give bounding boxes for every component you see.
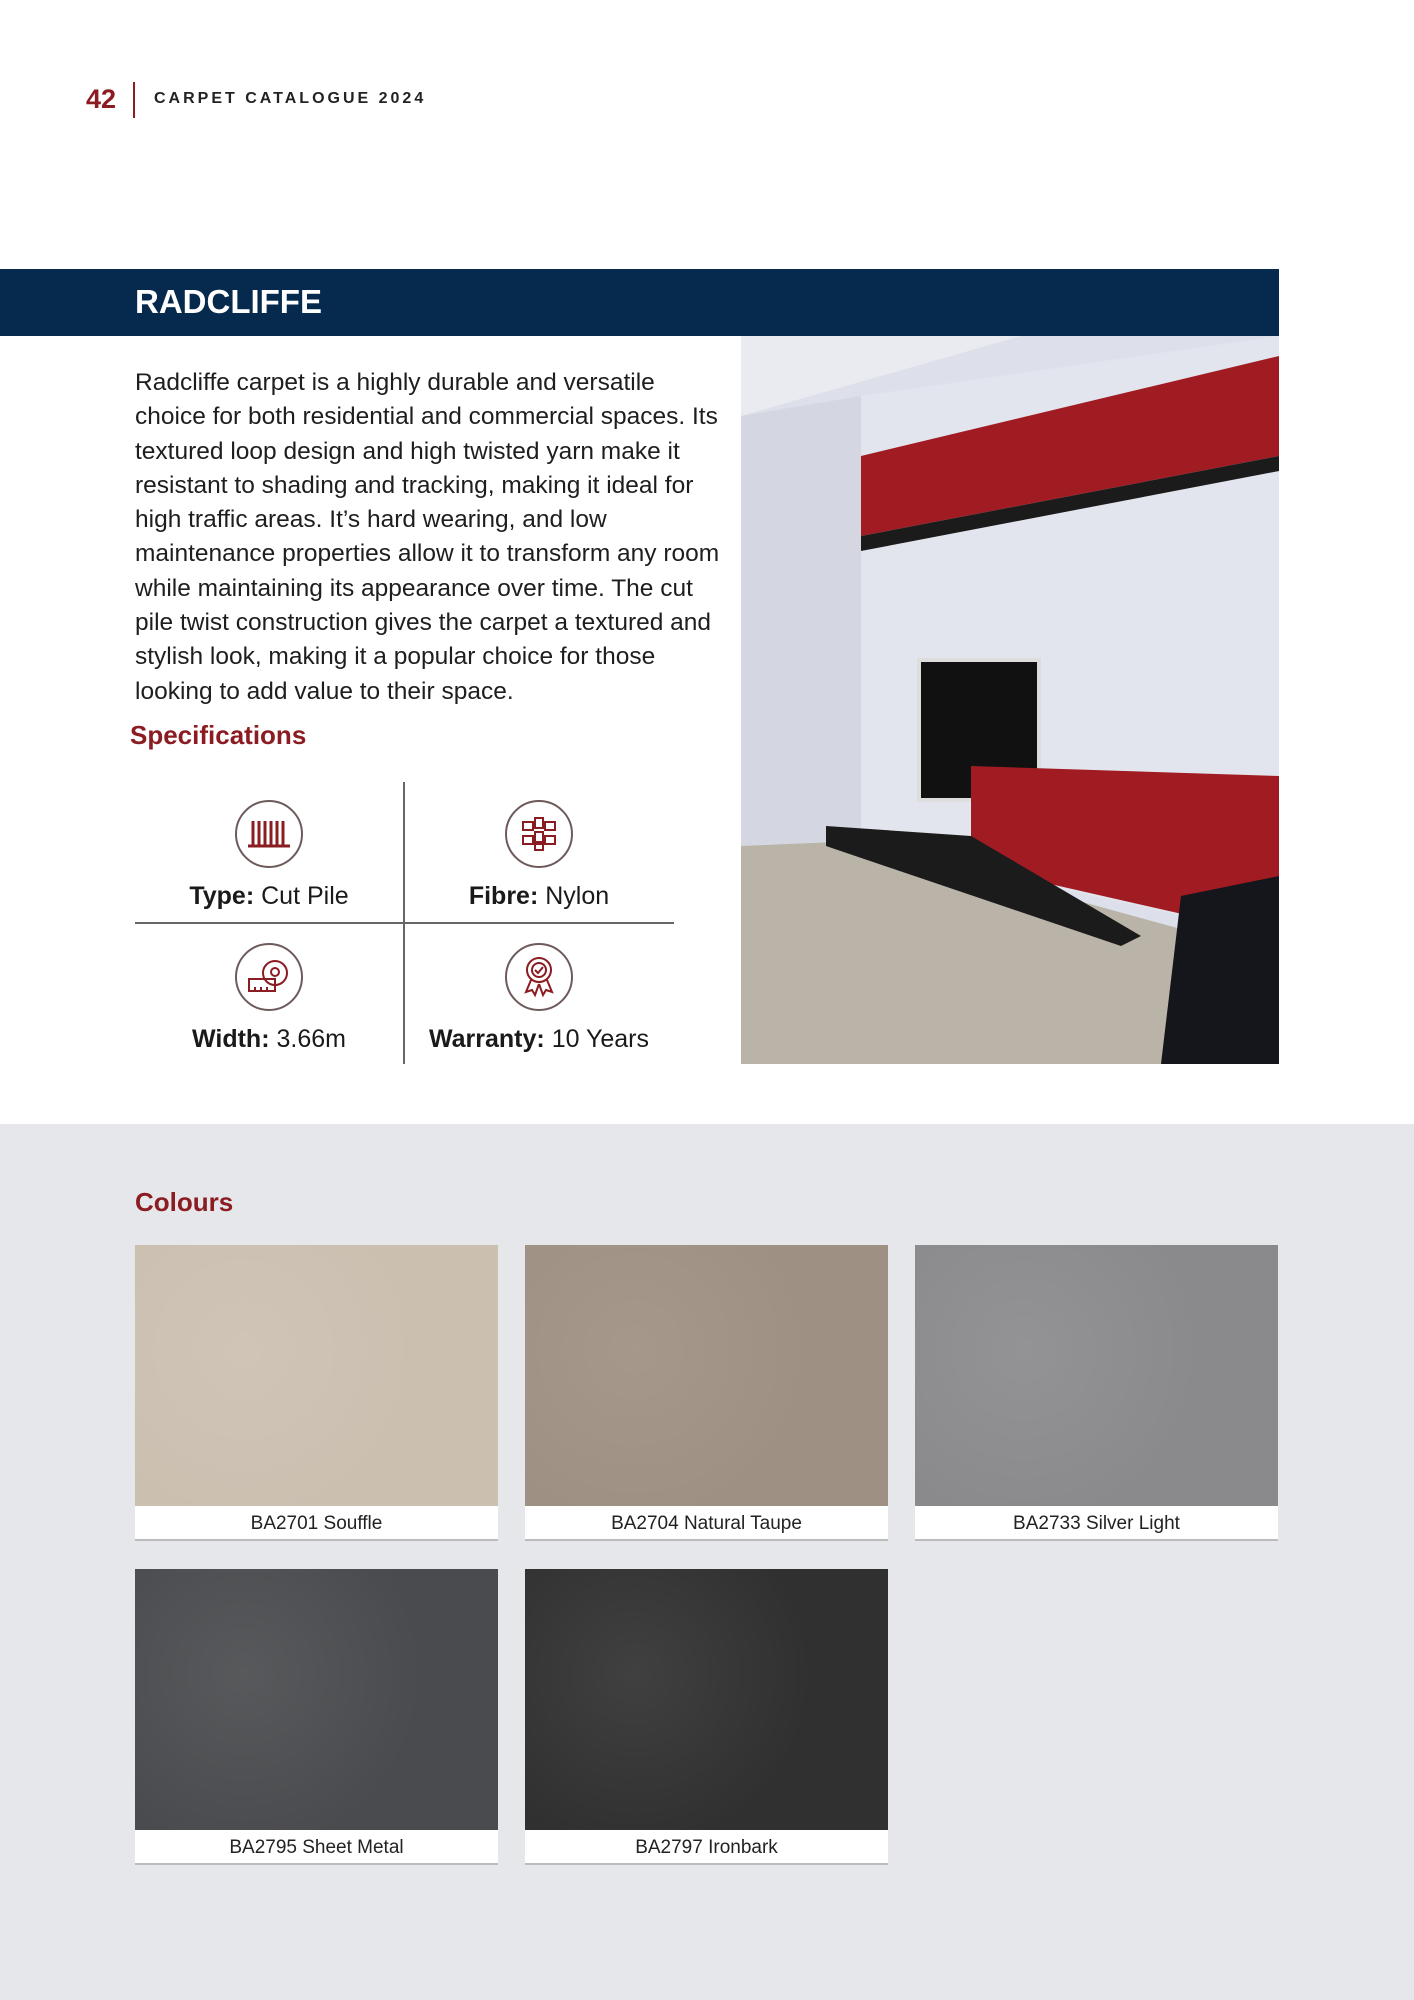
swatch-image	[135, 1245, 498, 1506]
catalogue-title: CARPET CATALOGUE 2024	[154, 90, 427, 107]
page-number: 42	[86, 84, 117, 114]
swatch-image	[915, 1245, 1278, 1506]
specifications-heading: Specifications	[130, 720, 307, 750]
colour-swatch	[525, 1245, 888, 1541]
swatch-label: BA2733 Silver Light	[915, 1506, 1278, 1541]
spec-value: 3.66m	[276, 1025, 346, 1053]
colour-swatch	[525, 1569, 888, 1865]
spec-label: Width:	[192, 1025, 270, 1053]
colour-swatch	[915, 1245, 1278, 1541]
spec-label: Type:	[189, 882, 255, 910]
colour-swatch	[135, 1569, 498, 1865]
spec-value: 10 Years	[551, 1025, 650, 1053]
spec-divider-horizontal	[135, 922, 674, 924]
weave-icon	[505, 800, 573, 868]
swatch-image	[135, 1569, 498, 1830]
spec-value: Nylon	[545, 882, 610, 910]
spec-label: Fibre:	[468, 882, 539, 910]
spec-label: Warranty:	[428, 1025, 545, 1053]
spec-width	[135, 943, 403, 1054]
tape-measure-icon	[235, 943, 303, 1011]
header-divider	[133, 82, 135, 118]
product-title: RADCLIFFE	[135, 283, 322, 320]
product-description: Radcliffe carpet is a highly durable and versatile choice for both residential and commercial spaces. Its textured loop design and high twisted yarn make it resistant to shading and tracking, making it ideal for high traffic areas. It’s hard wearing, and low maintenance properties allow it to transform any room while maintaining its appearance over time. The cut pile twist construction gives the carpet a textured and stylish look, making it a popular choice for those looking to add value to their space.	[135, 369, 720, 705]
swatch-label: BA2704 Natural Taupe	[525, 1506, 888, 1541]
spec-fibre	[405, 800, 673, 911]
spec-type	[135, 800, 403, 911]
award-ribbon-icon	[505, 943, 573, 1011]
colours-heading: Colours	[135, 1187, 234, 1217]
product-banner	[0, 269, 1279, 336]
swatch-image	[525, 1569, 888, 1830]
colour-swatch	[135, 1245, 498, 1541]
room-photo	[741, 336, 1279, 1064]
swatch-label: BA2795 Sheet Metal	[135, 1830, 498, 1865]
spec-warranty	[405, 943, 673, 1054]
swatch-image	[525, 1245, 888, 1506]
cut-pile-icon	[235, 800, 303, 868]
swatch-label: BA2701 Souffle	[135, 1506, 498, 1541]
spec-value: Cut Pile	[261, 882, 349, 910]
swatch-label: BA2797 Ironbark	[525, 1830, 888, 1865]
